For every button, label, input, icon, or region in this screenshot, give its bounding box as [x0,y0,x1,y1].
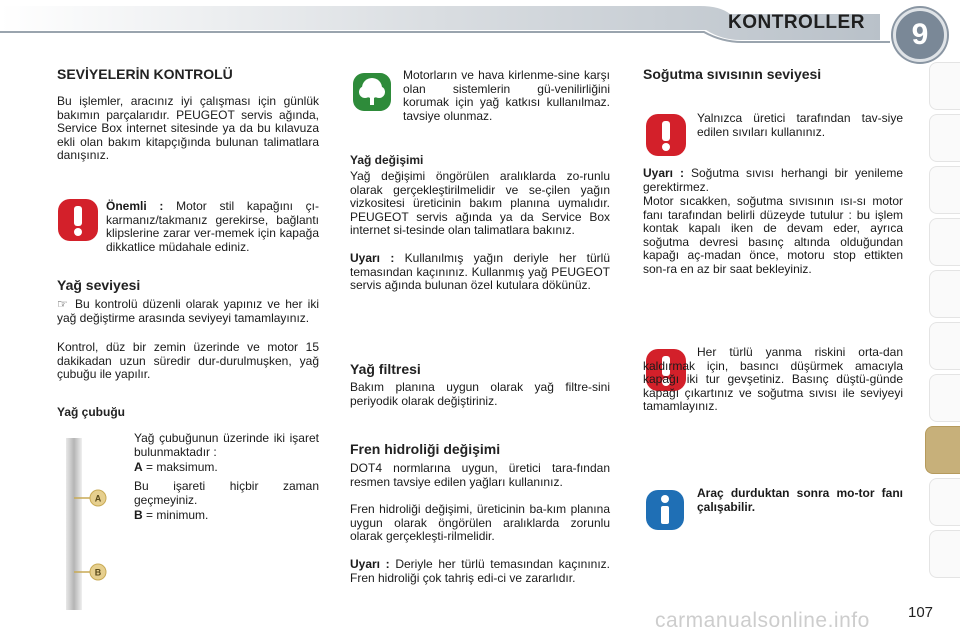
dipstick-illustration [60,438,120,610]
info-icon [645,489,685,531]
oil-filter-heading: Yağ filtresi [350,361,421,377]
brake-warning-label: Uyarı : [350,557,390,571]
chapter-tab[interactable] [929,322,960,370]
oil-change-paragraph: Yağ değişimi öngörülen aralıklarda zo-runlu olarak gerçekleştirilmelidir ve se-çilen yağın vizkositesi üreticinin bakım planına uymalıdır. PEUGEOT servis ağında ya da Service Box internet si-tesinde olan talimatlara bakınız. [350,169,610,237]
brake-fluid-paragraph-1: DOT4 normlarına uygun, üretici tara-fından resmen tavsiye edilen yağları kullanınız. [350,461,610,489]
chapter-tabs [928,62,960,582]
section-heading: SEVİYELERİN KONTROLÜ [57,66,233,82]
coolant-warning: Yalnızca üretici tarafından tav-siye edilen sıvıları kullanınız. [697,111,903,139]
brake-fluid-paragraph-2: Fren hidroliği değişimi, üreticinin ba-kım planına uygun olarak öngörülen aralıklarda zorunlu olarak gerçekleşti-rilmelidir. [350,502,610,543]
dip-label-a: A [94,493,102,504]
coolant-note-label: Uyarı : [643,166,684,180]
coolant-paragraph: Motor sıcakken, soğutma sıvısının ısı-sı motor fanı tarafından belirli düzeyde tutulur : bu işlem kontak kapalı iken de devam eder, ayrıca soğutma devresi basınç altında olduğundan kapağı aç-madan önce, motoru stop ettikten son-ra en az bir saat bekleyiniz. [643,194,903,276]
oil-filter-paragraph: Bakım planına uygun olarak yağ filtre-sini periyodik olarak değiştiriniz. [350,380,610,408]
chapter-tab[interactable] [929,270,960,318]
oil-change-heading: Yağ değişimi [350,153,424,167]
chapter-tab[interactable] [929,166,960,214]
oil-level-heading: Yağ seviyesi [57,277,141,293]
brake-warning-paragraph [350,558,610,585]
fan-info: Araç durduktan sonra mo-tor fanı çalışabilir. [697,486,903,514]
important-label: Önemli : [106,199,164,213]
mark-b-label: B [134,508,143,522]
chapter-number-badge: 9 [893,8,947,62]
oil-warning-label: Uyarı : [350,251,395,265]
coolant-note-text: Soğutma sıvısı herhangi bir yenileme gerektirmez. [643,166,903,194]
page-number: 107 [908,604,934,621]
warning-icon [645,113,687,157]
important-note [106,200,319,254]
oil-warning-text: Kullanılmış yağın deriyle her türlü temasından kaçınınız. Kullanmış yağ PEUGEOT servis ağında bulunan özel kutulara dökünüz. [350,251,610,292]
mark-a-line [134,461,319,475]
mark-a-label: A [134,460,143,474]
chapter-tab[interactable] [929,62,960,110]
intro-paragraph: Bu işlemler, aracınız iyi çalışması için günlük bakımın parçalarıdır. PEUGEOT servis ağında, Service Box internet sitesinde ya da bu kılavuza ekli olan bakım kitapçığında bulunan talimatlara danışınız. [57,94,319,162]
page-header [0,0,960,56]
mark-b-line [134,509,319,523]
chapter-tab-active[interactable] [925,426,960,474]
environment-tree-icon [352,72,392,112]
oil-level-bullet [57,298,319,325]
oil-level-paragraph: Kontrol, düz bir zemin üzerinde ve motor 15 dakikadan uzun süredir dur-durulmuşken, yağ çubuğu ile yapılır. [57,340,319,381]
pointer-icon: ☞ [57,297,68,311]
dipstick-heading: Yağ çubuğu [57,405,126,419]
mark-note: Bu işareti hiçbir zaman geçmeyiniz. [134,479,319,507]
chapter-tab[interactable] [929,374,960,422]
oil-warning-paragraph [350,252,610,293]
brake-warning-text: Deriyle her türlü temasından kaçınınız. Fren hidroliği çok tahriş edi-ci ve zararlıdır. [350,557,610,585]
section-title: KONTROLLER [728,12,865,33]
important-text: Motor stil kapağını çı-karmanız/takmanız gerekirse, bağlantı klipslerine zarar ver-memek için kapağa dikkatlice müdahale ediniz. [106,199,319,254]
environment-note: Motorların ve hava kirlenme-sine karşı olan sistemlerin gü-venilirliğini korumak için yağ katkısı kullanılmaz. tavsiye olunmaz. [403,68,610,123]
warning-icon [57,198,99,242]
burn-warning: Her türlü yanma riskini orta-dan kaldırmak için, basıncı düşürmek amacıyla kapağı iki tur gevşetiniz. Basınç düştü-günde kapağı çıkartınız ve soğutma sıvısı ile seviyeyi tamamlayınız. [643,345,903,413]
watermark: carmanualsonline.info [655,609,870,632]
chapter-tab[interactable] [929,478,960,526]
dip-label-b: B [94,567,102,578]
dipstick-rod [66,438,82,610]
brake-fluid-heading: Fren hidroliği değişimi [350,441,501,457]
coolant-note [643,167,903,194]
mark-a-text: = maksimum. [146,460,218,474]
chapter-tab[interactable] [929,218,960,266]
dipstick-intro: Yağ çubuğunun üzerinde iki işaret bulunmaktadır : [134,431,319,459]
mark-b-text: = minimum. [146,508,209,522]
oil-level-bullet-text: Bu kontrolü düzenli olarak yapınız ve her iki yağ değiştirme arasında seviyeyi tamamlayınız. [57,297,319,325]
chapter-tab[interactable] [929,114,960,162]
chapter-tab[interactable] [929,530,960,578]
coolant-heading: Soğutma sıvısının seviyesi [643,66,822,82]
